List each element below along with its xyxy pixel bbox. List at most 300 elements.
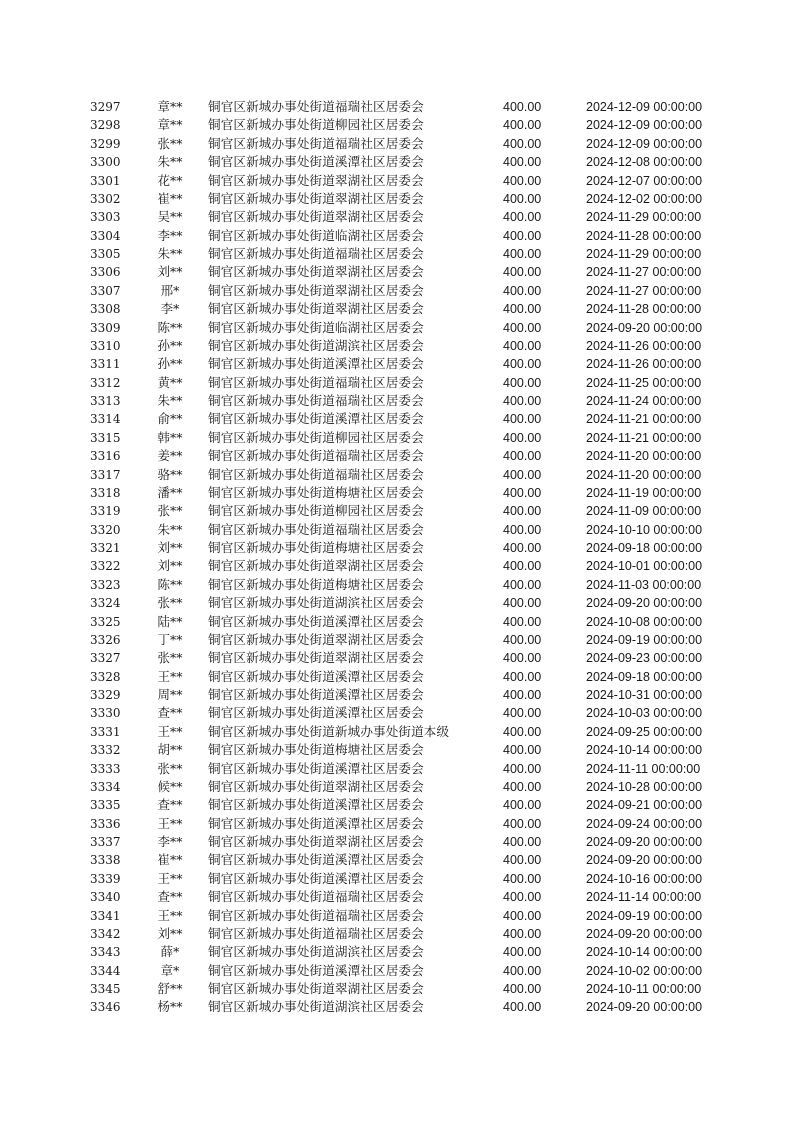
row-number: 3345	[90, 982, 121, 996]
table-row	[0, 116, 793, 134]
amount: 400.00	[503, 247, 542, 261]
amount: 400.00	[503, 228, 542, 243]
date-time: 2024-10-28 00:00:00	[586, 779, 703, 794]
row-number: 3325	[90, 614, 121, 629]
date-time: 2024-12-09 00:00:00	[586, 118, 703, 133]
amount: 400.00	[503, 724, 542, 739]
date-time: 2024-11-29 00:00:00	[586, 210, 702, 225]
row-number: 3339	[90, 871, 121, 886]
row-number: 3316	[90, 449, 121, 464]
date-time: 2024-11-03 00:00:00	[586, 577, 702, 592]
person-name: 薛*	[160, 944, 180, 960]
amount: 400.00	[503, 614, 542, 629]
row-number: 3313	[90, 394, 121, 408]
amount: 400.00	[503, 430, 542, 445]
organization: 铜官区新城办事处街道溪潭社区居委会	[208, 760, 424, 776]
organization: 铜官区新城办事处街道翠湖社区居委会	[208, 264, 424, 280]
row-number: 3305	[90, 247, 121, 261]
row-number: 3321	[90, 541, 121, 555]
date-time: 2024-09-20 00:00:00	[586, 596, 703, 611]
amount: 400.00	[503, 320, 542, 335]
date-time: 2024-09-24 00:00:00	[586, 816, 703, 831]
date-time: 2024-11-28 00:00:00	[586, 302, 702, 317]
table-row	[0, 410, 793, 428]
organization: 铜官区新城办事处街道溪潭社区居委会	[208, 962, 424, 978]
organization: 铜官区新城办事处街道溪潭社区居委会	[208, 797, 424, 813]
organization: 铜官区新城办事处街道临湖社区居委会	[208, 227, 424, 243]
row-number: 3298	[90, 118, 121, 133]
person-name: 王**	[157, 870, 183, 886]
row-number: 3329	[90, 688, 121, 702]
person-name: 朱**	[157, 393, 183, 408]
organization: 铜官区新城办事处街道福瑞社区居委会	[208, 99, 424, 114]
row-number: 3320	[90, 522, 121, 537]
amount: 400.00	[503, 596, 542, 611]
table-row	[0, 741, 793, 759]
person-name: 刘**	[157, 558, 183, 574]
person-name: 章*	[160, 962, 180, 978]
amount: 400.00	[503, 173, 542, 188]
table-row	[0, 888, 793, 906]
person-name: 张**	[157, 595, 183, 611]
date-time: 2024-09-20 00:00:00	[586, 926, 703, 941]
amount: 400.00	[503, 412, 542, 427]
date-time: 2024-10-16 00:00:00	[586, 871, 703, 886]
person-name: 李**	[157, 227, 183, 243]
organization: 铜官区新城办事处街道溪潭社区居委会	[208, 852, 424, 868]
table-row	[0, 227, 793, 245]
row-number: 3328	[90, 669, 121, 684]
organization: 铜官区新城办事处街道梅塘社区居委会	[208, 576, 424, 592]
amount: 400.00	[503, 651, 542, 666]
person-name: 王**	[157, 723, 183, 739]
person-name: 张**	[157, 760, 183, 776]
row-number: 3306	[90, 265, 121, 280]
person-name: 朱**	[157, 246, 183, 261]
table-row	[0, 631, 793, 649]
organization: 铜官区新城办事处街道新城办事处街道本级	[208, 723, 450, 739]
date-time: 2024-10-03 00:00:00	[586, 706, 703, 721]
person-name: 李**	[157, 834, 183, 849]
date-time: 2024-11-28 00:00:00	[586, 228, 702, 243]
person-name: 孙**	[157, 337, 183, 353]
person-name: 章**	[157, 99, 183, 114]
person-name: 黄**	[157, 374, 183, 390]
organization: 铜官区新城办事处街道福瑞社区居委会	[208, 466, 424, 482]
amount: 400.00	[503, 265, 542, 280]
date-time: 2024-09-18 00:00:00	[586, 541, 703, 555]
table-row	[0, 135, 793, 153]
amount: 400.00	[503, 449, 542, 464]
person-name: 章**	[157, 117, 183, 133]
amount: 400.00	[503, 485, 542, 500]
table-row	[0, 502, 793, 520]
amount: 400.00	[503, 706, 542, 721]
amount: 400.00	[503, 357, 542, 372]
organization: 铜官区新城办事处街道溪潭社区居委会	[208, 870, 424, 886]
row-number: 3304	[90, 228, 121, 243]
organization: 铜官区新城办事处街道梅塘社区居委会	[208, 484, 424, 500]
amount: 400.00	[503, 926, 542, 941]
organization: 铜官区新城办事处街道柳园社区居委会	[208, 429, 424, 445]
person-name: 崔**	[157, 852, 183, 868]
amount: 400.00	[503, 871, 542, 886]
row-number: 3324	[90, 596, 121, 611]
table-row	[0, 943, 793, 961]
row-number: 3332	[90, 743, 121, 758]
table-row	[0, 557, 793, 575]
row-number: 3301	[90, 173, 121, 188]
amount: 400.00	[503, 541, 542, 555]
records-table	[0, 98, 793, 1017]
person-name: 崔**	[157, 190, 183, 206]
table-row	[0, 907, 793, 925]
amount: 400.00	[503, 1000, 542, 1015]
organization: 铜官区新城办事处街道翠湖社区居委会	[208, 834, 424, 849]
organization: 铜官区新城办事处街道湖滨社区居委会	[208, 944, 424, 960]
row-number: 3330	[90, 706, 121, 721]
table-row	[0, 172, 793, 190]
amount: 400.00	[503, 338, 542, 353]
organization: 铜官区新城办事处街道湖滨社区居委会	[208, 595, 424, 611]
date-time: 2024-11-21 00:00:00	[586, 412, 702, 427]
organization: 铜官区新城办事处街道翠湖社区居委会	[208, 558, 424, 574]
row-number: 3318	[90, 485, 121, 500]
amount: 400.00	[503, 118, 542, 133]
date-time: 2024-10-08 00:00:00	[586, 614, 703, 629]
organization: 铜官区新城办事处街道湖滨社区居委会	[208, 337, 424, 353]
table-row	[0, 925, 793, 943]
organization: 铜官区新城办事处街道福瑞社区居委会	[208, 246, 424, 261]
row-number: 3346	[90, 1000, 121, 1015]
organization: 铜官区新城办事处街道溪潭社区居委会	[208, 687, 424, 702]
row-number: 3312	[90, 375, 121, 390]
amount: 400.00	[503, 632, 542, 647]
amount: 400.00	[503, 945, 542, 960]
amount: 400.00	[503, 798, 542, 813]
date-time: 2024-12-07 00:00:00	[586, 173, 703, 188]
row-number: 3323	[90, 577, 121, 592]
organization: 铜官区新城办事处街道翠湖社区居委会	[208, 282, 424, 298]
row-number: 3297	[90, 100, 121, 114]
row-number: 3302	[90, 191, 121, 206]
date-time: 2024-09-20 00:00:00	[586, 1000, 703, 1015]
date-time: 2024-11-11 00:00:00	[586, 761, 701, 776]
date-time: 2024-09-20 00:00:00	[586, 853, 703, 868]
table-row	[0, 851, 793, 869]
amount: 400.00	[503, 669, 542, 684]
date-time: 2024-10-11 00:00:00	[586, 982, 702, 996]
organization: 铜官区新城办事处街道翠湖社区居委会	[208, 981, 424, 996]
table-row	[0, 962, 793, 980]
table-row	[0, 484, 793, 502]
amount: 400.00	[503, 688, 542, 702]
amount: 400.00	[503, 853, 542, 868]
person-name: 孙**	[157, 356, 183, 372]
table-row	[0, 153, 793, 171]
person-name: 邢*	[160, 282, 180, 298]
date-time: 2024-09-20 00:00:00	[586, 835, 703, 849]
amount: 400.00	[503, 302, 542, 317]
table-row	[0, 998, 793, 1016]
person-name: 杨**	[157, 999, 183, 1015]
table-row	[0, 723, 793, 741]
row-number: 3314	[90, 412, 121, 427]
table-row	[0, 300, 793, 318]
date-time: 2024-09-18 00:00:00	[586, 669, 703, 684]
date-time: 2024-11-25 00:00:00	[586, 375, 702, 390]
amount: 400.00	[503, 761, 542, 776]
table-row	[0, 613, 793, 631]
date-time: 2024-11-27 00:00:00	[586, 283, 702, 298]
person-name: 陈**	[157, 319, 183, 335]
table-row	[0, 245, 793, 263]
amount: 400.00	[503, 890, 542, 905]
organization: 铜官区新城办事处街道临湖社区居委会	[208, 319, 424, 335]
date-time: 2024-11-29 00:00:00	[586, 247, 702, 261]
row-number: 3336	[90, 816, 121, 831]
row-number: 3342	[90, 926, 121, 941]
person-name: 查**	[157, 889, 183, 905]
date-time: 2024-09-25 00:00:00	[586, 724, 703, 739]
person-name: 丁**	[157, 631, 183, 647]
amount: 400.00	[503, 467, 542, 482]
date-time: 2024-10-02 00:00:00	[586, 963, 703, 978]
date-time: 2024-11-21 00:00:00	[586, 430, 702, 445]
row-number: 3343	[90, 945, 121, 960]
person-name: 周**	[157, 687, 183, 702]
table-row	[0, 668, 793, 686]
organization: 铜官区新城办事处街道翠湖社区居委会	[208, 190, 424, 206]
table-row	[0, 392, 793, 410]
amount: 400.00	[503, 779, 542, 794]
date-time: 2024-12-08 00:00:00	[586, 155, 703, 170]
person-name: 李*	[160, 301, 180, 317]
organization: 铜官区新城办事处街道福瑞社区居委会	[208, 521, 424, 537]
person-name: 朱**	[157, 154, 183, 170]
date-time: 2024-11-26 00:00:00	[586, 357, 702, 372]
organization: 铜官区新城办事处街道溪潭社区居委会	[208, 668, 424, 684]
row-number: 3307	[90, 283, 121, 298]
organization: 铜官区新城办事处街道翠湖社区居委会	[208, 172, 424, 188]
amount: 400.00	[503, 100, 542, 114]
row-number: 3303	[90, 210, 121, 225]
person-name: 刘**	[157, 925, 183, 941]
date-time: 2024-11-20 00:00:00	[586, 449, 702, 464]
row-number: 3340	[90, 890, 121, 905]
row-number: 3326	[90, 632, 121, 647]
table-row	[0, 649, 793, 667]
table-row	[0, 208, 793, 226]
person-name: 查**	[157, 797, 183, 813]
person-name: 吴**	[157, 209, 183, 225]
date-time: 2024-11-19 00:00:00	[586, 485, 702, 500]
table-row	[0, 190, 793, 208]
date-time: 2024-10-01 00:00:00	[586, 559, 703, 574]
person-name: 陆**	[157, 613, 183, 629]
person-name: 王**	[157, 907, 183, 923]
row-number: 3315	[90, 430, 121, 445]
date-time: 2024-11-14 00:00:00	[586, 890, 702, 905]
table-row	[0, 263, 793, 281]
person-name: 查**	[157, 705, 183, 721]
date-time: 2024-11-09 00:00:00	[586, 504, 702, 519]
date-time: 2024-09-20 00:00:00	[586, 320, 703, 335]
table-row	[0, 686, 793, 704]
organization: 铜官区新城办事处街道福瑞社区居委会	[208, 393, 424, 408]
amount: 400.00	[503, 504, 542, 519]
organization: 铜官区新城办事处街道翠湖社区居委会	[208, 631, 424, 647]
organization: 铜官区新城办事处街道溪潭社区居委会	[208, 705, 424, 721]
table-row	[0, 447, 793, 465]
date-time: 2024-11-20 00:00:00	[586, 467, 702, 482]
table-row	[0, 319, 793, 337]
date-time: 2024-12-09 00:00:00	[586, 136, 703, 151]
person-name: 胡**	[157, 742, 183, 758]
date-time: 2024-11-27 00:00:00	[586, 265, 702, 280]
table-row	[0, 760, 793, 778]
person-name: 舒**	[157, 981, 183, 996]
table-row	[0, 796, 793, 814]
organization: 铜官区新城办事处街道溪潭社区居委会	[208, 356, 424, 372]
table-row	[0, 594, 793, 612]
row-number: 3322	[90, 559, 121, 574]
person-name: 张**	[157, 650, 183, 666]
person-name: 刘**	[157, 540, 183, 555]
organization: 铜官区新城办事处街道梅塘社区居委会	[208, 742, 424, 758]
person-name: 陈**	[157, 576, 183, 592]
organization: 铜官区新城办事处街道溪潭社区居委会	[208, 411, 424, 427]
row-number: 3311	[90, 357, 121, 372]
table-row	[0, 704, 793, 722]
organization: 铜官区新城办事处街道翠湖社区居委会	[208, 209, 424, 225]
date-time: 2024-10-14 00:00:00	[586, 743, 703, 758]
person-name: 花**	[157, 172, 183, 188]
row-number: 3331	[90, 724, 121, 739]
row-number: 3338	[90, 853, 121, 868]
row-number: 3300	[90, 155, 121, 170]
row-number: 3319	[90, 504, 121, 519]
date-time: 2024-12-09 00:00:00	[586, 100, 703, 114]
date-time: 2024-12-02 00:00:00	[586, 191, 703, 206]
date-time: 2024-10-31 00:00:00	[586, 688, 703, 702]
organization: 铜官区新城办事处街道福瑞社区居委会	[208, 907, 424, 923]
row-number: 3327	[90, 651, 121, 666]
person-name: 候**	[157, 778, 183, 794]
amount: 400.00	[503, 191, 542, 206]
table-row	[0, 521, 793, 539]
table-row	[0, 337, 793, 355]
table-row	[0, 980, 793, 998]
amount: 400.00	[503, 522, 542, 537]
amount: 400.00	[503, 559, 542, 574]
row-number: 3344	[90, 963, 121, 978]
amount: 400.00	[503, 375, 542, 390]
date-time: 2024-09-21 00:00:00	[586, 798, 703, 813]
organization: 铜官区新城办事处街道溪潭社区居委会	[208, 154, 424, 170]
table-row	[0, 466, 793, 484]
amount: 400.00	[503, 743, 542, 758]
table-row	[0, 576, 793, 594]
amount: 400.00	[503, 835, 542, 849]
date-time: 2024-10-10 00:00:00	[586, 522, 703, 537]
organization: 铜官区新城办事处街道翠湖社区居委会	[208, 301, 424, 317]
table-row	[0, 355, 793, 373]
person-name: 张**	[157, 503, 183, 519]
organization: 铜官区新城办事处街道福瑞社区居委会	[208, 135, 424, 151]
row-number: 3333	[90, 761, 121, 776]
date-time: 2024-09-19 00:00:00	[586, 908, 703, 923]
organization: 铜官区新城办事处街道溪潭社区居委会	[208, 815, 424, 831]
person-name: 王**	[157, 668, 183, 684]
amount: 400.00	[503, 155, 542, 170]
amount: 400.00	[503, 908, 542, 923]
amount: 400.00	[503, 283, 542, 298]
person-name: 潘**	[157, 484, 183, 500]
date-time: 2024-11-24 00:00:00	[586, 394, 702, 408]
table-row	[0, 429, 793, 447]
amount: 400.00	[503, 982, 542, 996]
person-name: 姜**	[157, 448, 183, 464]
organization: 铜官区新城办事处街道柳园社区居委会	[208, 503, 424, 519]
person-name: 刘**	[157, 264, 183, 280]
row-number: 3299	[90, 136, 121, 151]
person-name: 王**	[157, 815, 183, 831]
table-row	[0, 870, 793, 888]
table-row	[0, 778, 793, 796]
amount: 400.00	[503, 816, 542, 831]
organization: 铜官区新城办事处街道翠湖社区居委会	[208, 778, 424, 794]
amount: 400.00	[503, 577, 542, 592]
amount: 400.00	[503, 963, 542, 978]
table-row	[0, 282, 793, 300]
person-name: 俞**	[157, 411, 183, 427]
amount: 400.00	[503, 136, 542, 151]
row-number: 3341	[90, 908, 121, 923]
row-number: 3308	[90, 302, 121, 317]
row-number: 3309	[90, 320, 121, 335]
organization: 铜官区新城办事处街道福瑞社区居委会	[208, 889, 424, 905]
person-name: 韩**	[157, 429, 183, 445]
table-row	[0, 539, 793, 557]
amount: 400.00	[503, 394, 542, 408]
organization: 铜官区新城办事处街道福瑞社区居委会	[208, 925, 424, 941]
person-name: 骆**	[157, 466, 183, 482]
organization: 铜官区新城办事处街道柳园社区居委会	[208, 117, 424, 133]
organization: 铜官区新城办事处街道湖滨社区居委会	[208, 999, 424, 1015]
organization: 铜官区新城办事处街道溪潭社区居委会	[208, 613, 424, 629]
organization: 铜官区新城办事处街道翠湖社区居委会	[208, 650, 424, 666]
date-time: 2024-09-23 00:00:00	[586, 651, 703, 666]
person-name: 朱**	[157, 521, 183, 537]
amount: 400.00	[503, 210, 542, 225]
row-number: 3317	[90, 467, 121, 482]
table-row	[0, 98, 793, 116]
table-row	[0, 833, 793, 851]
date-time: 2024-10-14 00:00:00	[586, 945, 703, 960]
row-number: 3337	[90, 835, 121, 849]
row-number: 3310	[90, 338, 121, 353]
date-time: 2024-11-26 00:00:00	[586, 338, 702, 353]
row-number: 3335	[90, 798, 121, 813]
organization: 铜官区新城办事处街道福瑞社区居委会	[208, 374, 424, 390]
organization: 铜官区新城办事处街道梅塘社区居委会	[208, 540, 424, 555]
person-name: 张**	[157, 135, 183, 151]
organization: 铜官区新城办事处街道福瑞社区居委会	[208, 448, 424, 464]
table-row	[0, 374, 793, 392]
date-time: 2024-09-19 00:00:00	[586, 632, 703, 647]
row-number: 3334	[90, 779, 121, 794]
